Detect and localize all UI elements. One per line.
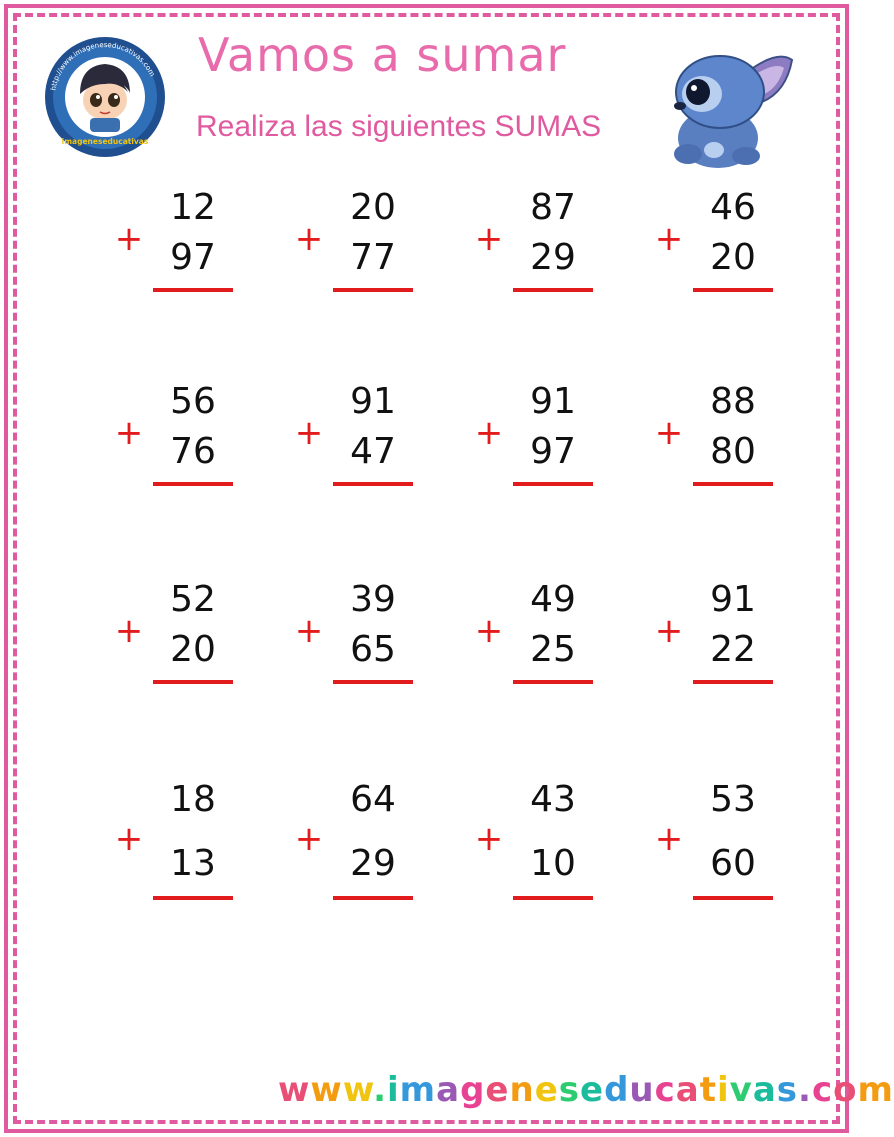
addition-problem <box>653 579 803 702</box>
answer-line <box>513 482 593 486</box>
boy-avatar-logo-icon <box>44 36 166 158</box>
addend-top: 43 <box>530 779 576 820</box>
addition-problem <box>113 779 263 902</box>
addend-bottom: 25 <box>530 629 576 670</box>
addend-bottom: 47 <box>350 431 396 472</box>
addition-problem <box>473 187 623 310</box>
addend-top: 46 <box>710 187 756 228</box>
plus-sign: + <box>474 219 504 259</box>
logo-ring-text: http://www.imageneseducativas.com <box>49 40 157 92</box>
answer-line <box>153 896 233 900</box>
answer-line <box>693 896 773 900</box>
addend-bottom: 65 <box>350 629 396 670</box>
addend-bottom: 20 <box>710 237 756 278</box>
addition-problem <box>653 187 803 310</box>
answer-line <box>333 482 413 486</box>
plus-sign: + <box>114 611 144 651</box>
plus-sign: + <box>474 611 504 651</box>
addend-bottom: 20 <box>170 629 216 670</box>
addition-problem <box>473 381 623 504</box>
addition-problem <box>473 779 623 902</box>
addend-top: 39 <box>350 579 396 620</box>
addend-bottom: 13 <box>170 843 216 884</box>
plus-sign: + <box>294 413 324 453</box>
addend-top: 88 <box>710 381 756 422</box>
answer-line <box>153 482 233 486</box>
addition-problem <box>473 579 623 702</box>
plus-sign: + <box>294 611 324 651</box>
plus-sign: + <box>114 219 144 259</box>
page-title: Vamos a sumar <box>198 28 567 82</box>
addend-top: 18 <box>170 779 216 820</box>
answer-line <box>153 680 233 684</box>
addend-top: 91 <box>530 381 576 422</box>
answer-line <box>693 288 773 292</box>
addition-problem <box>293 381 443 504</box>
addition-problem <box>653 381 803 504</box>
addition-problem <box>113 579 263 702</box>
blue-alien-mascot-icon <box>658 30 800 172</box>
answer-line <box>513 288 593 292</box>
addend-bottom: 76 <box>170 431 216 472</box>
addend-top: 91 <box>710 579 756 620</box>
addend-top: 64 <box>350 779 396 820</box>
page-frame-dashed <box>13 13 840 1124</box>
footer-website-text: www.imageneseducativas.com <box>278 1070 894 1110</box>
plus-sign: + <box>654 413 684 453</box>
addend-bottom: 29 <box>530 237 576 278</box>
addition-problem <box>113 381 263 504</box>
answer-line <box>333 680 413 684</box>
answer-line <box>513 680 593 684</box>
answer-line <box>693 482 773 486</box>
addend-bottom: 10 <box>530 843 576 884</box>
addend-top: 87 <box>530 187 576 228</box>
plus-sign: + <box>654 819 684 859</box>
addition-problem <box>653 779 803 902</box>
addend-top: 56 <box>170 381 216 422</box>
answer-line <box>153 288 233 292</box>
answer-line <box>513 896 593 900</box>
addend-top: 12 <box>170 187 216 228</box>
plus-sign: + <box>474 819 504 859</box>
addend-top: 52 <box>170 579 216 620</box>
plus-sign: + <box>294 219 324 259</box>
addend-bottom: 80 <box>710 431 756 472</box>
addend-bottom: 29 <box>350 843 396 884</box>
plus-sign: + <box>114 413 144 453</box>
addend-top: 49 <box>530 579 576 620</box>
answer-line <box>693 680 773 684</box>
addition-problem <box>293 779 443 902</box>
answer-line <box>333 288 413 292</box>
plus-sign: + <box>294 819 324 859</box>
addend-top: 53 <box>710 779 756 820</box>
plus-sign: + <box>114 819 144 859</box>
addition-problem <box>113 187 263 310</box>
addend-top: 20 <box>350 187 396 228</box>
answer-line <box>333 896 413 900</box>
addend-bottom: 60 <box>710 843 756 884</box>
footer-website <box>278 1070 894 1110</box>
addend-bottom: 97 <box>170 237 216 278</box>
plus-sign: + <box>654 219 684 259</box>
logo-brand-text: imageneseducativas <box>61 137 149 146</box>
plus-sign: + <box>654 611 684 651</box>
addend-bottom: 77 <box>350 237 396 278</box>
addition-problem <box>293 579 443 702</box>
page-subtitle: Realiza las siguientes SUMAS <box>196 110 602 143</box>
addend-bottom: 97 <box>530 431 576 472</box>
plus-sign: + <box>474 413 504 453</box>
addend-top: 91 <box>350 381 396 422</box>
addend-bottom: 22 <box>710 629 756 670</box>
addition-problem <box>293 187 443 310</box>
